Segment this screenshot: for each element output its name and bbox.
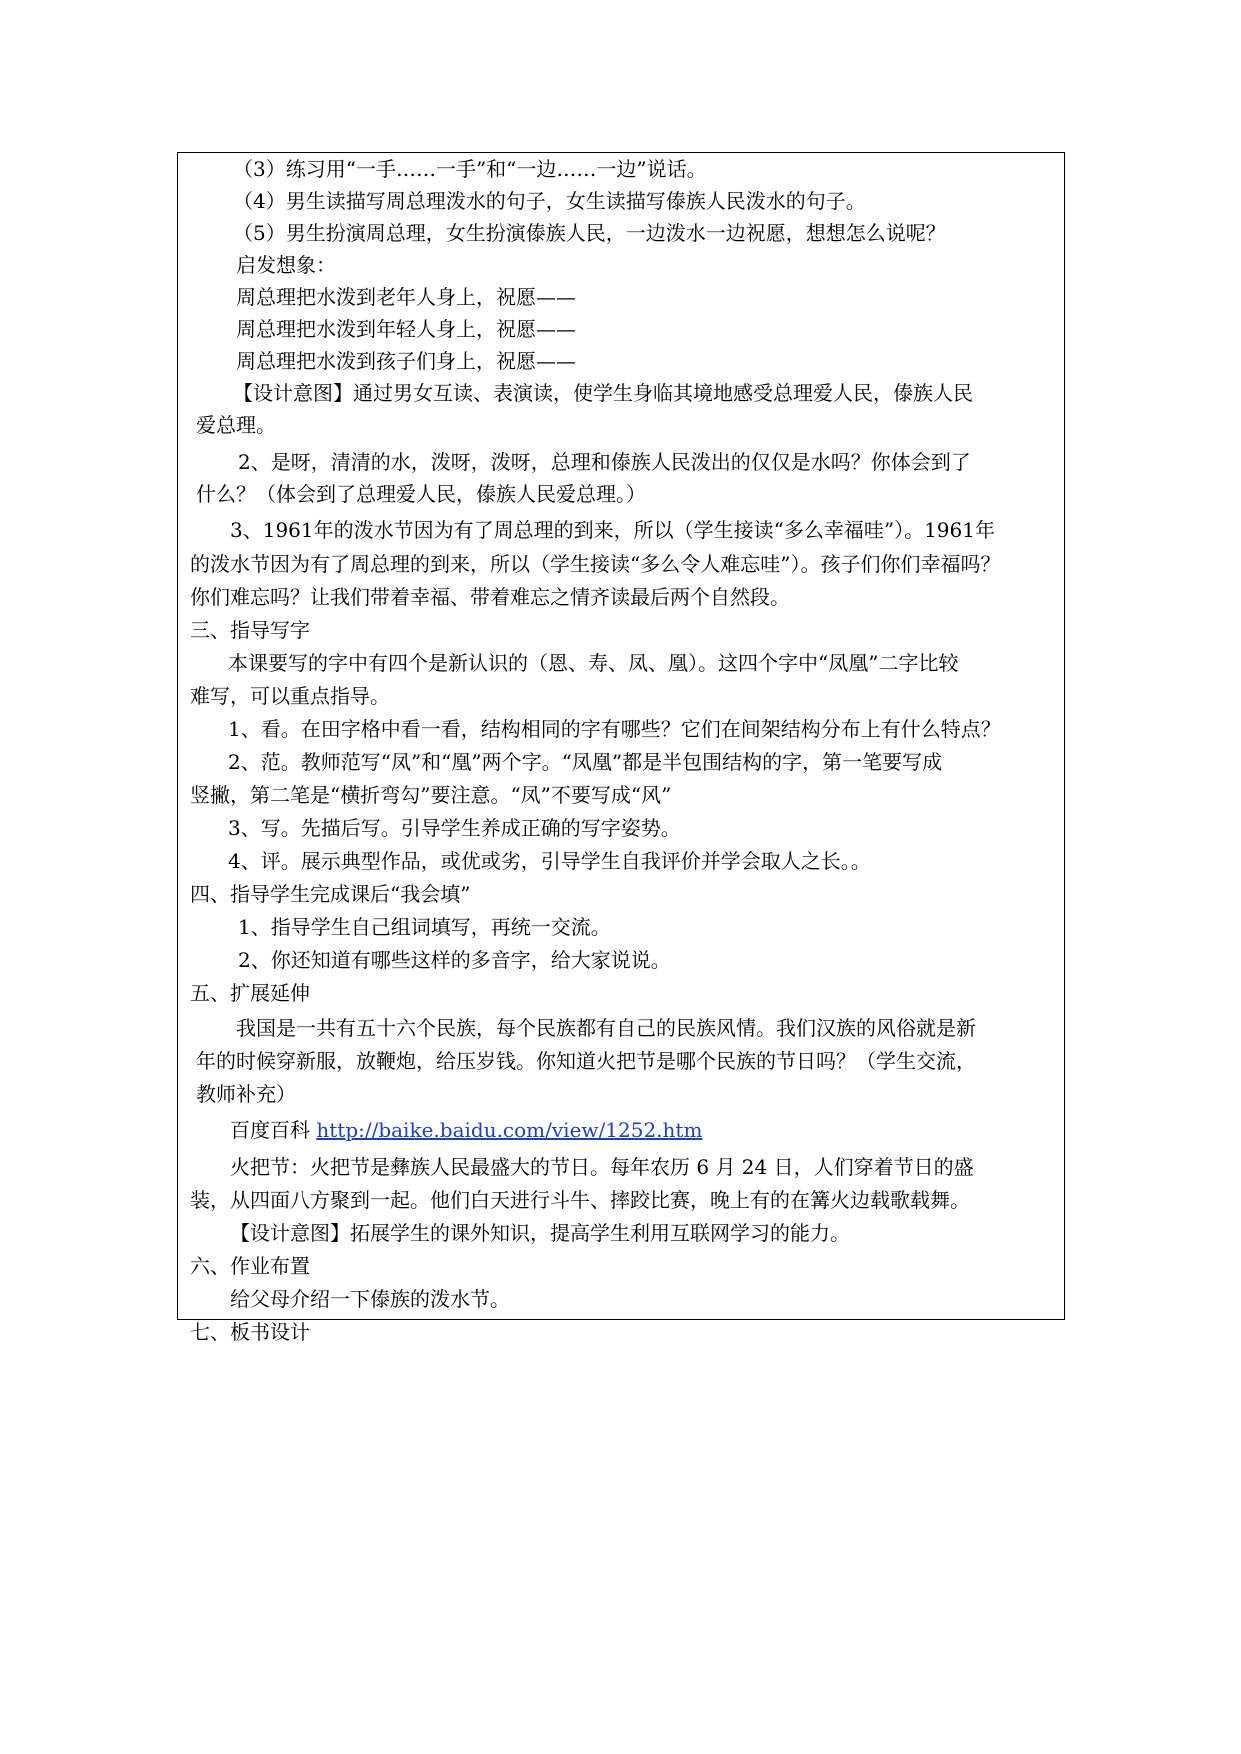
text-line: 1、看。在田字格中看一看，结构相同的字有哪些？它们在间架结构分布上有什么特点？ (228, 717, 1001, 741)
design-intent-note: 【设计意图】通过男女互读、表演读，使学生身临其境地感受总理爱人民，傣族人民 (233, 381, 973, 405)
text-line: 周总理把水泼到年轻人身上，祝愿—— (236, 317, 576, 341)
section-heading: 四、指导学生完成课后“我会填” (190, 882, 471, 906)
text-line: 装，从四面八方聚到一起。他们白天进行斗牛、摔跤比赛，晚上有的在篝火边载歌载舞。 (190, 1188, 970, 1212)
section-heading: 五、扩展延伸 (190, 981, 310, 1005)
lesson-plan-table-cell (177, 152, 1065, 1344)
text-line: 2、你还知道有哪些这样的多音字，给大家说说。 (238, 948, 671, 972)
text-line: 周总理把水泼到老年人身上，祝愿—— (236, 285, 576, 309)
text-line: 4、评。展示典型作品，或优或劣，引导学生自我评价并学会取人之长。。 (228, 849, 871, 873)
text-line: （3）练习用“一手……一手”和“一边……一边”说话。 (233, 157, 707, 181)
text-line: 我国是一共有五十六个民族，每个民族都有自己的民族风情。我们汉族的风俗就是新 (236, 1016, 976, 1040)
section-heading: 三、指导写字 (190, 618, 310, 642)
text-line: 竖撇，第二笔是“横折弯勾”要注意。“凤”不要写成“风” (190, 783, 672, 807)
text-line: 3、写。先描后写。引导学生养成正确的写字姿势。 (228, 816, 681, 840)
baike-link[interactable]: http://baike.baidu.com/view/1252.htm (316, 1118, 703, 1142)
text-line: 给父母介绍一下傣族的泼水节。 (230, 1287, 510, 1311)
text-line: 教师补充） (196, 1082, 296, 1106)
text-line: 的泼水节因为有了周总理的到来，所以（学生接读“多么令人难忘哇”）。孩子们你们幸福吗？ (190, 552, 1001, 576)
text-line: 2、是呀，清清的水，泼呀，泼呀，总理和傣族人民泼出的仅仅是水吗？你体会到了 (238, 450, 971, 474)
text-line: 本课要写的字中有四个是新认识的（恩、寿、凤、凰）。这四个字中“凤凰”二字比较 (228, 651, 959, 675)
text-line: 年的时候穿新服，放鞭炮，给压岁钱。你知道火把节是哪个民族的节日吗？（学生交流， (196, 1049, 976, 1073)
text-line: 3、1961年的泼水节因为有了周总理的到来，所以（学生接读“多么幸福哇”）。1961年 (230, 518, 995, 542)
text-line: （4）男生读描写周总理泼水的句子，女生读描写傣族人民泼水的句子。 (233, 189, 866, 213)
text-line: 启发想象： (236, 253, 336, 277)
baike-label: 百度百科 (230, 1118, 317, 1142)
text-line: 2、范。教师范写“凤”和“凰”两个字。“凤凰”都是半包围结构的字，第一笔要写成 (228, 750, 943, 774)
baike-reference (230, 1116, 702, 1144)
section-heading: 六、作业布置 (190, 1254, 310, 1278)
text-line: 周总理把水泼到孩子们身上，祝愿—— (236, 349, 576, 373)
text-line: （5）男生扮演周总理，女生扮演傣族人民，一边泼水一边祝愿，想想怎么说呢？ (233, 221, 946, 245)
text-line: 火把节：火把节是彝族人民最盛大的节日。每年农历 6 月 24 日，人们穿着节日的盛 (230, 1155, 974, 1179)
design-intent-note: 【设计意图】拓展学生的课外知识，提高学生利用互联网学习的能力。 (230, 1221, 850, 1245)
text-line: 难写，可以重点指导。 (190, 684, 390, 708)
text-line: 爱总理。 (196, 413, 276, 437)
text-line: 什么？（体会到了总理爱人民，傣族人民爱总理。） (196, 482, 646, 506)
section-heading: 七、板书设计 (190, 1320, 310, 1344)
text-line: 你们难忘吗？让我们带着幸福、带着难忘之情齐读最后两个自然段。 (190, 585, 790, 609)
text-line: 1、指导学生自己组词填写，再统一交流。 (238, 915, 611, 939)
